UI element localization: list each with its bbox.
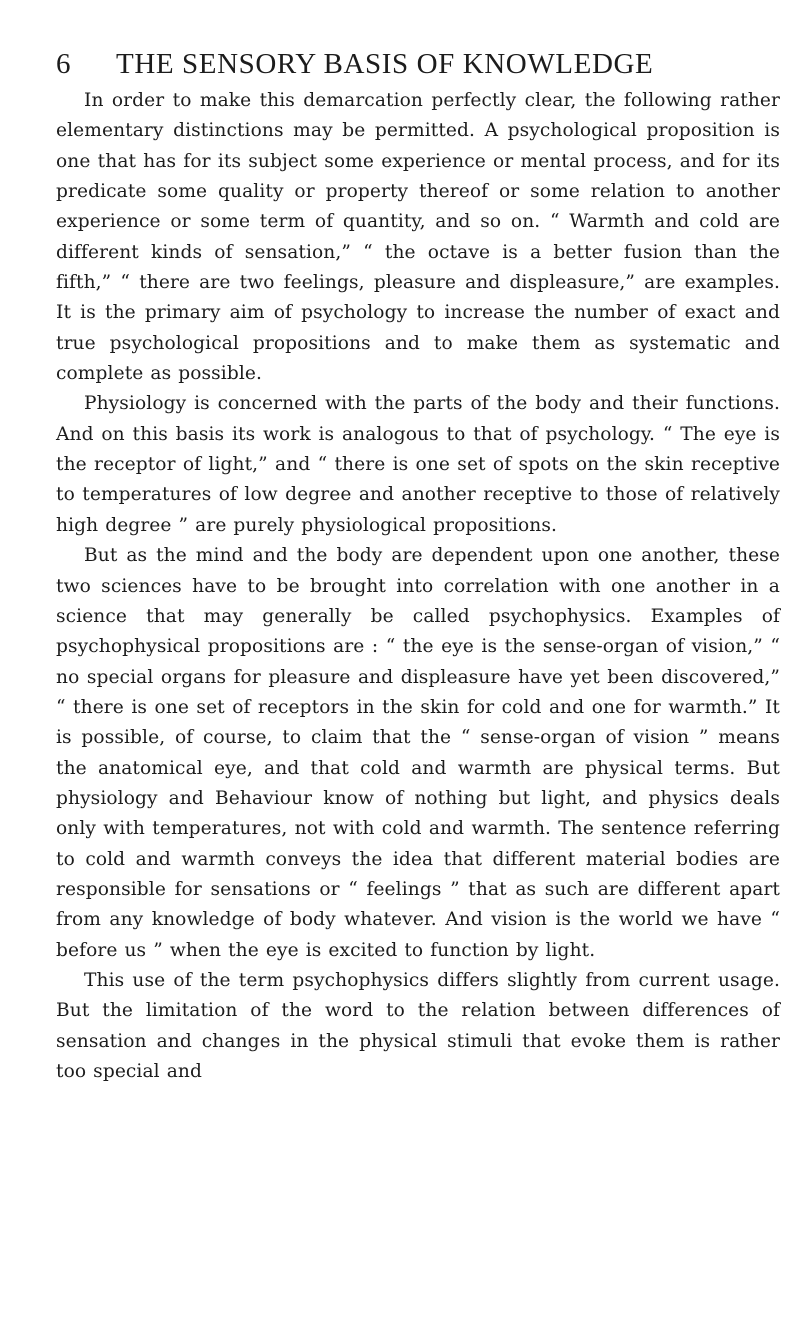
body-text bbox=[56, 86, 780, 1087]
paragraph-1: In order to make this demarcation perfectly clear, the following rather elementary distinctions may be permitted. A psychological proposition is one that has for its subject some experience or mental process, and for its predicate some quality or property thereof or some relation to another experience or some term of quantity, and so on. “ Warmth and cold are different kinds of sensation,” “ the octave is a better fusion than the fifth,” “ there are two feelings, pleasure and displeasure,” are examples. It is the primary aim of psychology to increase the number of exact and true psychological propositions and to make them as systematic and complete as possible. bbox=[56, 90, 780, 385]
running-header bbox=[56, 44, 780, 86]
paragraph-3: But as the mind and the body are dependent upon one another, these two sciences have to be brought into correlation with one another in a science that may generally be called psychophysics. Examples of psychophysical propositions are : “ the eye is the sense-organ of vision,” “ no special organs for pleasure and displeasure have yet been discovered,” “ there is one set of receptors in the skin for cold and one for warmth.” It is possible, of course, to claim that the “ sense-organ of vision ” means the anatomical eye, and that cold and warmth are physical terms. But physiology and Behaviour know of nothing but light, and physics deals only with temperatures, not with cold and warmth. The sentence referring to cold and warmth conveys the idea that different material bodies are responsible for sensations or “ feelings ” that as such are different apart from any knowledge of body whatever. And vision is the world we have “ before us ” when the eye is excited to function by light. bbox=[56, 545, 780, 961]
paragraph-4: This use of the term psychophysics differs slightly from current usage. But the limitation of the word to the relation between differences of sensation and changes in the physical stimuli that evoke them is rather too special and bbox=[56, 969, 780, 1082]
page-number: 6 bbox=[56, 48, 72, 80]
paragraph-2: Physiology is concerned with the parts of the body and their functions. And on this basis its work is analogous to that of psychology. “ The eye is the receptor of light,” and “ there is one set of spots on the skin receptive to temperatures of low degree and another receptive to those of relatively high degree ” are purely physiological propositions. bbox=[56, 393, 780, 536]
running-title: THE SENSORY BASIS OF KNOWLEDGE bbox=[116, 48, 654, 80]
book-page bbox=[56, 44, 780, 1087]
